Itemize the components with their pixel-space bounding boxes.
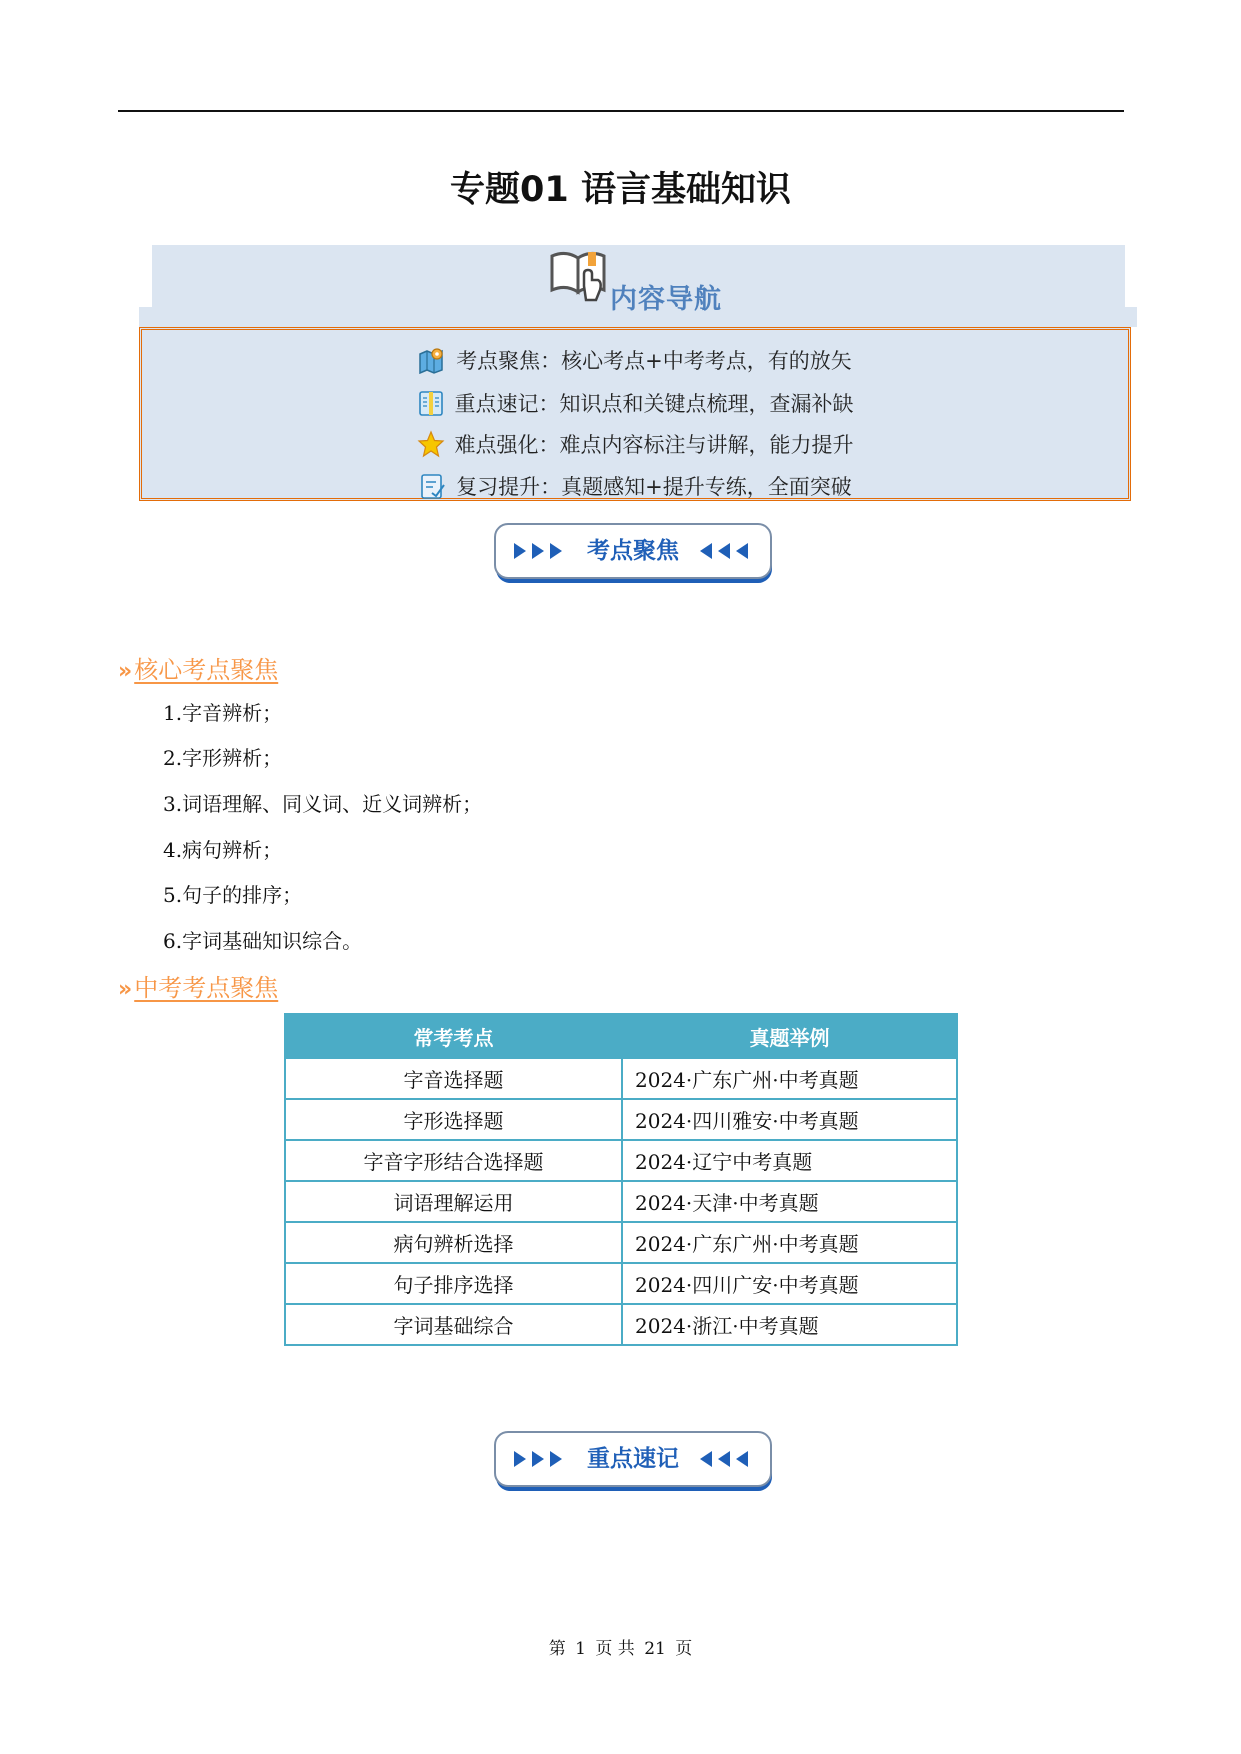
list-item: 6.字词基础知识综合。	[163, 929, 363, 953]
list-item: 4.病句辨析；	[163, 838, 283, 862]
exam-points-table	[284, 1013, 958, 1346]
table-cell: 2024·辽宁中考真题	[622, 1140, 957, 1181]
table-row	[285, 1181, 957, 1222]
list-item: 1.字音辨析；	[163, 701, 283, 725]
table-cell: 2024·四川广安·中考真题	[622, 1263, 957, 1304]
notes-banner	[494, 1431, 774, 1491]
table-cell: 字形选择题	[285, 1099, 622, 1140]
table-cell: 2024·浙江·中考真题	[622, 1304, 957, 1345]
table-row	[285, 1222, 957, 1263]
nav-item-notes	[142, 388, 1128, 418]
nav-item-focus	[142, 345, 1128, 375]
document-title: 专题01 语言基础知识	[450, 170, 791, 210]
list-item: 3.词语理解、同义词、近义词辨析；	[163, 792, 483, 816]
column-header: 常考考点	[285, 1014, 622, 1058]
table-row	[285, 1263, 957, 1304]
nav-item-text: 复习提升：真题感知+提升专练，全面突破	[456, 475, 852, 499]
triple-left-arrow-icon	[698, 1449, 754, 1469]
table-row	[285, 1140, 957, 1181]
list-item: 5.句子的排序；	[163, 883, 303, 907]
nav-item-text: 考点聚焦：核心考点+中考考点，有的放矢	[456, 349, 852, 373]
page-footer	[0, 1634, 1241, 1659]
table-cell: 2024·四川雅安·中考真题	[622, 1099, 957, 1140]
nav-item-difficulty	[142, 429, 1128, 459]
core-section-heading: » 核心考点聚焦	[118, 656, 279, 684]
table-cell: 2024·天津·中考真题	[622, 1181, 957, 1222]
table-cell: 句子排序选择	[285, 1263, 622, 1304]
nav-item-review	[142, 471, 1128, 501]
table-cell: 病句辨析选择	[285, 1222, 622, 1263]
table-cell: 字音字形结合选择题	[285, 1140, 622, 1181]
table-cell: 字音选择题	[285, 1058, 622, 1099]
nav-item-text: 重点速记：知识点和关键点梳理，查漏补缺	[454, 392, 854, 416]
footer-page-number: 1	[575, 1639, 586, 1659]
content-nav-title: 内容导航	[610, 284, 722, 315]
header-rule	[118, 110, 1124, 112]
column-header: 真题举例	[622, 1014, 957, 1058]
nav-item-text: 难点强化：难点内容标注与讲解，能力提升	[454, 433, 854, 457]
content-nav-box	[139, 327, 1131, 501]
double-chevron-icon: »	[118, 659, 127, 684]
table-row	[285, 1058, 957, 1099]
list-item: 2.字形辨析；	[163, 746, 283, 770]
focus-banner	[494, 523, 774, 583]
book-hand-icon	[548, 246, 610, 304]
table-cell: 2024·广东广州·中考真题	[622, 1222, 957, 1263]
table-row	[285, 1304, 957, 1345]
map-pin-icon	[418, 346, 446, 374]
table-cell: 字词基础综合	[285, 1304, 622, 1345]
triple-left-arrow-icon	[698, 541, 754, 561]
footer-mid: 页 共	[595, 1639, 635, 1659]
focus-banner-label: 考点聚焦	[587, 538, 679, 564]
checklist-icon	[418, 472, 446, 500]
table-cell: 2024·广东广州·中考真题	[622, 1058, 957, 1099]
footer-suffix: 页	[675, 1639, 693, 1659]
double-chevron-icon: »	[118, 977, 127, 1002]
table-row	[285, 1099, 957, 1140]
footer-total-pages: 21	[644, 1639, 666, 1659]
table-header-row	[285, 1014, 957, 1058]
notes-banner-label: 重点速记	[587, 1446, 679, 1472]
star-icon	[417, 430, 445, 458]
footer-prefix: 第	[548, 1639, 566, 1659]
exam-section-heading: » 中考考点聚焦	[118, 974, 279, 1002]
table-cell: 词语理解运用	[285, 1181, 622, 1222]
book-icon	[417, 389, 445, 417]
